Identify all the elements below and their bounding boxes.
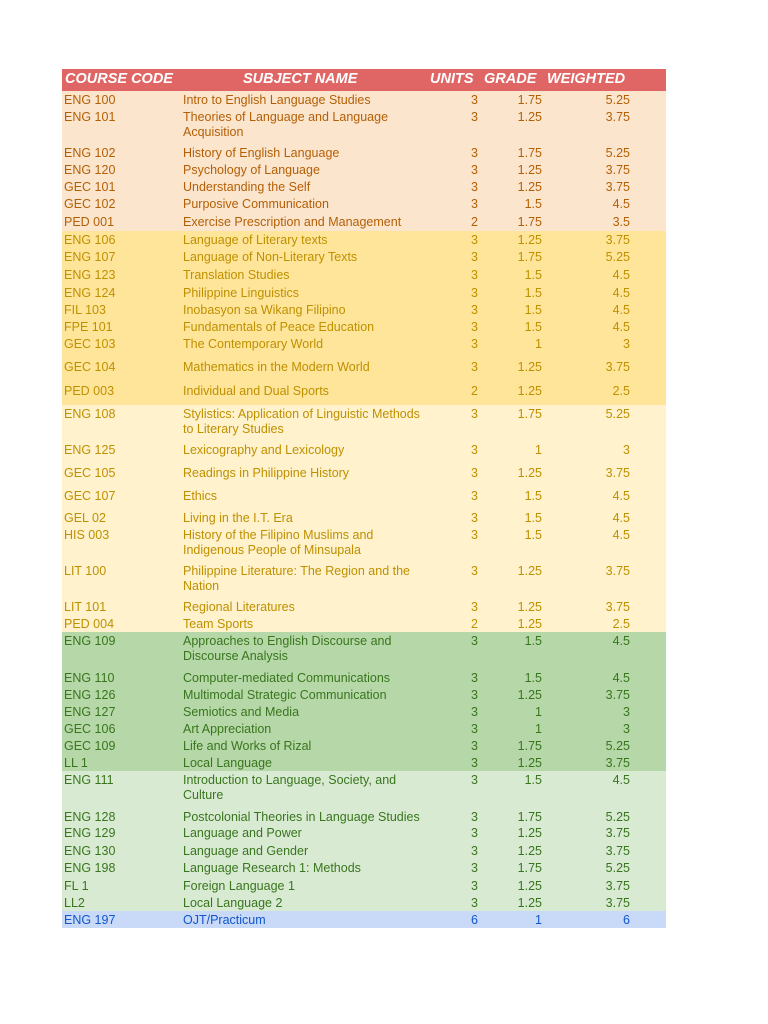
cell-grade: 1.5 [524,197,542,211]
cell-subject-name: Fundamentals of Peace Education [183,320,375,334]
cell-course-code: PED 003 [64,384,115,398]
cell-weighted: 3 [623,443,630,457]
cell-subject-name: Language of Literary texts [183,233,328,247]
cell-subject-name: History of the Filipino Muslims and Indigenous People of Minsupala [183,528,374,557]
cell-weighted: 3.75 [605,233,630,247]
cell-weighted: 3.75 [605,896,630,910]
cell-subject-name: Exercise Prescription and Management [183,215,402,229]
cell-units: 3 [471,407,478,421]
cell-course-code: GEC 107 [64,489,116,503]
cell-units: 3 [471,337,478,351]
cell-subject-name: History of English Language [183,146,340,160]
cell-subject-name: Theories of Language and Language Acquisition [183,110,389,139]
cell-course-code: GEL 02 [64,511,106,525]
cell-weighted: 5.25 [605,93,630,107]
cell-weighted: 5.25 [605,739,630,753]
cell-weighted: 5.25 [605,407,630,421]
cell-grade: 1.5 [524,286,542,300]
cell-units: 3 [471,303,478,317]
cell-course-code: ENG 197 [64,913,116,927]
cell-subject-name: Language and Gender [183,844,309,858]
table-row [62,598,666,615]
cell-subject-name: Translation Studies [183,268,290,282]
cell-subject-name: Individual and Dual Sports [183,384,329,398]
cell-units: 3 [471,93,478,107]
cell-grade: 1.25 [517,879,542,893]
cell-grade: 1.75 [517,861,542,875]
table-row [62,911,666,928]
cell-grade: 1.25 [517,233,542,247]
cell-grade: 1 [535,705,542,719]
cell-weighted: 5.25 [605,146,630,160]
cell-subject-name: Introduction to Language, Society, and Culture [183,773,397,802]
cell-subject-name: Lexicography and Lexicology [183,443,345,457]
cell-course-code: ENG 106 [64,233,116,247]
cell-weighted: 3.5 [612,215,630,229]
table-row [62,842,666,859]
cell-grade: 1.75 [517,810,542,824]
cell-units: 3 [471,739,478,753]
table-row [62,562,666,598]
cell-grade: 1.25 [517,180,542,194]
cell-course-code: FL 1 [64,879,89,893]
cell-grade: 1.25 [517,600,542,614]
cell-units: 3 [471,671,478,685]
cell-subject-name: Inobasyon sa Wikang Filipino [183,303,346,317]
table-row [62,213,666,231]
cell-course-code: ENG 198 [64,861,116,875]
cell-weighted: 3 [623,337,630,351]
cell-course-code: GEC 103 [64,337,116,351]
cell-grade: 1.5 [524,671,542,685]
table-row [62,318,666,335]
cell-weighted: 3.75 [605,600,630,614]
cell-units: 3 [471,528,478,542]
cell-course-code: ENG 126 [64,688,116,702]
cell-units: 3 [471,146,478,160]
header-grade: GRADE [484,71,537,87]
cell-course-code: ENG 127 [64,705,116,719]
cell-units: 3 [471,634,478,648]
cell-weighted: 3.75 [605,163,630,177]
cell-grade: 1.25 [517,466,542,480]
cell-grade: 1.25 [517,756,542,770]
cell-units: 3 [471,564,478,578]
cell-grade: 1.25 [517,384,542,398]
cell-subject-name: Philippine Linguistics [183,286,300,300]
cell-grade: 1.25 [517,564,542,578]
cell-units: 3 [471,705,478,719]
table-row [62,108,666,144]
cell-units: 3 [471,773,478,787]
table-row [62,669,666,686]
cell-grade: 1.25 [517,826,542,840]
cell-course-code: ENG 110 [64,671,115,685]
cell-weighted: 3.75 [605,180,630,194]
cell-grade: 1 [535,443,542,457]
cell-subject-name: Team Sports [183,617,254,631]
cell-course-code: ENG 101 [64,110,116,124]
cell-weighted: 4.5 [612,197,630,211]
table-row [62,808,666,824]
cell-units: 3 [471,197,478,211]
table-row [62,178,666,195]
cell-course-code: GEC 102 [64,197,116,211]
table-row [62,335,666,358]
table-row [62,615,666,632]
table-row [62,464,666,487]
cell-weighted: 3.75 [605,110,630,124]
cell-grade: 1.5 [524,303,542,317]
cell-units: 2 [471,617,478,631]
cell-course-code: ENG 129 [64,826,116,840]
cell-course-code: ENG 109 [64,634,116,648]
table-body [62,91,666,928]
cell-weighted: 2.5 [612,617,630,631]
cell-grade: 1.5 [524,320,542,334]
cell-course-code: ENG 107 [64,250,116,264]
cell-units: 3 [471,688,478,702]
table-row [62,824,666,842]
table-row [62,266,666,284]
cell-course-code: GEC 101 [64,180,116,194]
cell-grade: 1.5 [524,511,542,525]
cell-units: 3 [471,826,478,840]
cell-course-code: PED 004 [64,617,115,631]
cell-units: 3 [471,110,478,124]
cell-subject-name: Philippine Literature: The Region and the Nation [183,564,411,593]
cell-subject-name: Life and Works of Rizal [183,739,312,753]
table-row [62,382,666,405]
cell-units: 3 [471,756,478,770]
cell-subject-name: Local Language [183,756,272,770]
cell-weighted: 3.75 [605,844,630,858]
table-row [62,487,666,509]
cell-units: 3 [471,844,478,858]
cell-grade: 1.75 [517,407,542,421]
cell-grade: 1.5 [524,268,542,282]
cell-subject-name: Postcolonial Theories in Language Studies [183,810,420,824]
cell-subject-name: Semiotics and Media [183,705,300,719]
cell-weighted: 4.5 [612,286,630,300]
cell-subject-name: Art Appreciation [183,722,272,736]
table-row [62,754,666,771]
cell-units: 6 [471,913,478,927]
cell-course-code: ENG 108 [64,407,116,421]
cell-units: 3 [471,268,478,282]
cell-course-code: ENG 123 [64,268,116,282]
cell-course-code: LIT 101 [64,600,107,614]
table-row [62,703,666,720]
header-subject-name: SUBJECT NAME [243,71,358,87]
cell-units: 3 [471,722,478,736]
cell-weighted: 3.75 [605,466,630,480]
cell-course-code: LL 1 [64,756,88,770]
table-row [62,771,666,808]
table-row [62,894,666,911]
cell-grade: 1.25 [517,360,542,374]
cell-weighted: 4.5 [612,634,630,648]
cell-subject-name: Approaches to English Discourse and Discourse Analysis [183,634,392,663]
cell-grade: 1.5 [524,773,542,787]
cell-units: 3 [471,810,478,824]
cell-grade: 1.75 [517,215,542,229]
cell-subject-name: Readings in Philippine History [183,466,350,480]
cell-course-code: ENG 120 [64,163,116,177]
cell-weighted: 3 [623,705,630,719]
cell-weighted: 4.5 [612,773,630,787]
cell-weighted: 4.5 [612,268,630,282]
table-row [62,405,666,441]
cell-course-code: LL2 [64,896,85,910]
cell-units: 3 [471,896,478,910]
cell-weighted: 3.75 [605,756,630,770]
cell-grade: 1 [535,722,542,736]
cell-weighted: 5.25 [605,810,630,824]
table-row [62,284,666,301]
header-units: UNITS [430,71,474,87]
cell-units: 3 [471,511,478,525]
table-row [62,144,666,161]
cell-weighted: 4.5 [612,489,630,503]
cell-course-code: LIT 100 [64,564,107,578]
cell-units: 2 [471,384,478,398]
cell-grade: 1.5 [524,489,542,503]
cell-grade: 1 [535,337,542,351]
cell-grade: 1.5 [524,528,542,542]
table-row [62,231,666,248]
cell-course-code: ENG 125 [64,443,116,457]
cell-course-code: GEC 105 [64,466,116,480]
cell-subject-name: Foreign Language 1 [183,879,295,893]
cell-course-code: FIL 103 [64,303,106,317]
cell-grade: 1.75 [517,250,542,264]
cell-course-code: GEC 106 [64,722,116,736]
table-row [62,441,666,464]
cell-course-code: ENG 100 [64,93,116,107]
cell-weighted: 3.75 [605,688,630,702]
cell-units: 3 [471,879,478,893]
cell-units: 3 [471,286,478,300]
cell-subject-name: Understanding the Self [183,180,311,194]
cell-grade: 1.75 [517,93,542,107]
cell-weighted: 3.75 [605,564,630,578]
cell-grade: 1.25 [517,110,542,124]
cell-weighted: 6 [623,913,630,927]
cell-subject-name: Language Research 1: Methods [183,861,361,875]
cell-grade: 1 [535,913,542,927]
table-row [62,526,666,562]
table-row [62,720,666,737]
cell-units: 3 [471,233,478,247]
cell-subject-name: Multimodal Strategic Communication [183,688,387,702]
cell-subject-name: Regional Literatures [183,600,295,614]
cell-course-code: ENG 111 [64,773,114,787]
cell-weighted: 4.5 [612,528,630,542]
cell-subject-name: Language of Non-Literary Texts [183,250,358,264]
table-row [62,877,666,894]
cell-subject-name: Living in the I.T. Era [183,511,293,525]
cell-grade: 1.25 [517,163,542,177]
table-row [62,195,666,213]
cell-units: 3 [471,320,478,334]
cell-units: 3 [471,180,478,194]
cell-grade: 1.25 [517,896,542,910]
cell-course-code: ENG 130 [64,844,116,858]
cell-weighted: 3.75 [605,826,630,840]
cell-grade: 1.5 [524,634,542,648]
cell-subject-name: The Contemporary World [183,337,324,351]
cell-weighted: 3.75 [605,879,630,893]
table-row [62,859,666,877]
cell-grade: 1.75 [517,739,542,753]
table-row [62,161,666,178]
cell-subject-name: Ethics [183,489,218,503]
cell-units: 3 [471,861,478,875]
cell-weighted: 3.75 [605,360,630,374]
course-grade-sheet [62,69,666,928]
table-row [62,509,666,526]
header-course-code: COURSE CODE [65,71,173,87]
table-row [62,358,666,382]
cell-course-code: HIS 003 [64,528,110,542]
cell-units: 3 [471,466,478,480]
cell-grade: 1.25 [517,688,542,702]
cell-course-code: ENG 124 [64,286,116,300]
cell-weighted: 3 [623,722,630,736]
cell-grade: 1.25 [517,844,542,858]
cell-weighted: 4.5 [612,511,630,525]
cell-weighted: 4.5 [612,320,630,334]
cell-subject-name: Intro to English Language Studies [183,93,371,107]
cell-grade: 1.75 [517,146,542,160]
cell-units: 3 [471,360,478,374]
cell-subject-name: Purposive Communication [183,197,329,211]
table-row [62,301,666,318]
table-row [62,248,666,266]
cell-course-code: GEC 109 [64,739,116,753]
cell-subject-name: Language and Power [183,826,302,840]
cell-subject-name: Stylistics: Application of Linguistic Methods to Literary Studies [183,407,420,436]
cell-units: 3 [471,443,478,457]
cell-grade: 1.25 [517,617,542,631]
cell-course-code: FPE 101 [64,320,113,334]
cell-weighted: 5.25 [605,250,630,264]
cell-subject-name: Mathematics in the Modern World [183,360,370,374]
cell-units: 3 [471,600,478,614]
cell-weighted: 5.25 [605,861,630,875]
cell-units: 3 [471,163,478,177]
table-row [62,91,666,108]
cell-weighted: 4.5 [612,303,630,317]
cell-weighted: 2.5 [612,384,630,398]
header-row [62,69,666,91]
table-row [62,686,666,703]
cell-subject-name: Computer-mediated Communications [183,671,391,685]
table-row [62,632,666,669]
cell-course-code: ENG 102 [64,146,116,160]
cell-units: 3 [471,250,478,264]
cell-units: 3 [471,489,478,503]
cell-subject-name: Local Language 2 [183,896,283,910]
cell-subject-name: Psychology of Language [183,163,320,177]
cell-course-code: ENG 128 [64,810,116,824]
cell-course-code: PED 001 [64,215,115,229]
cell-subject-name: OJT/Practicum [183,913,266,927]
cell-units: 2 [471,215,478,229]
cell-course-code: GEC 104 [64,360,116,374]
table-row [62,737,666,754]
cell-weighted: 4.5 [612,671,630,685]
header-weighted: WEIGHTED [547,71,626,87]
